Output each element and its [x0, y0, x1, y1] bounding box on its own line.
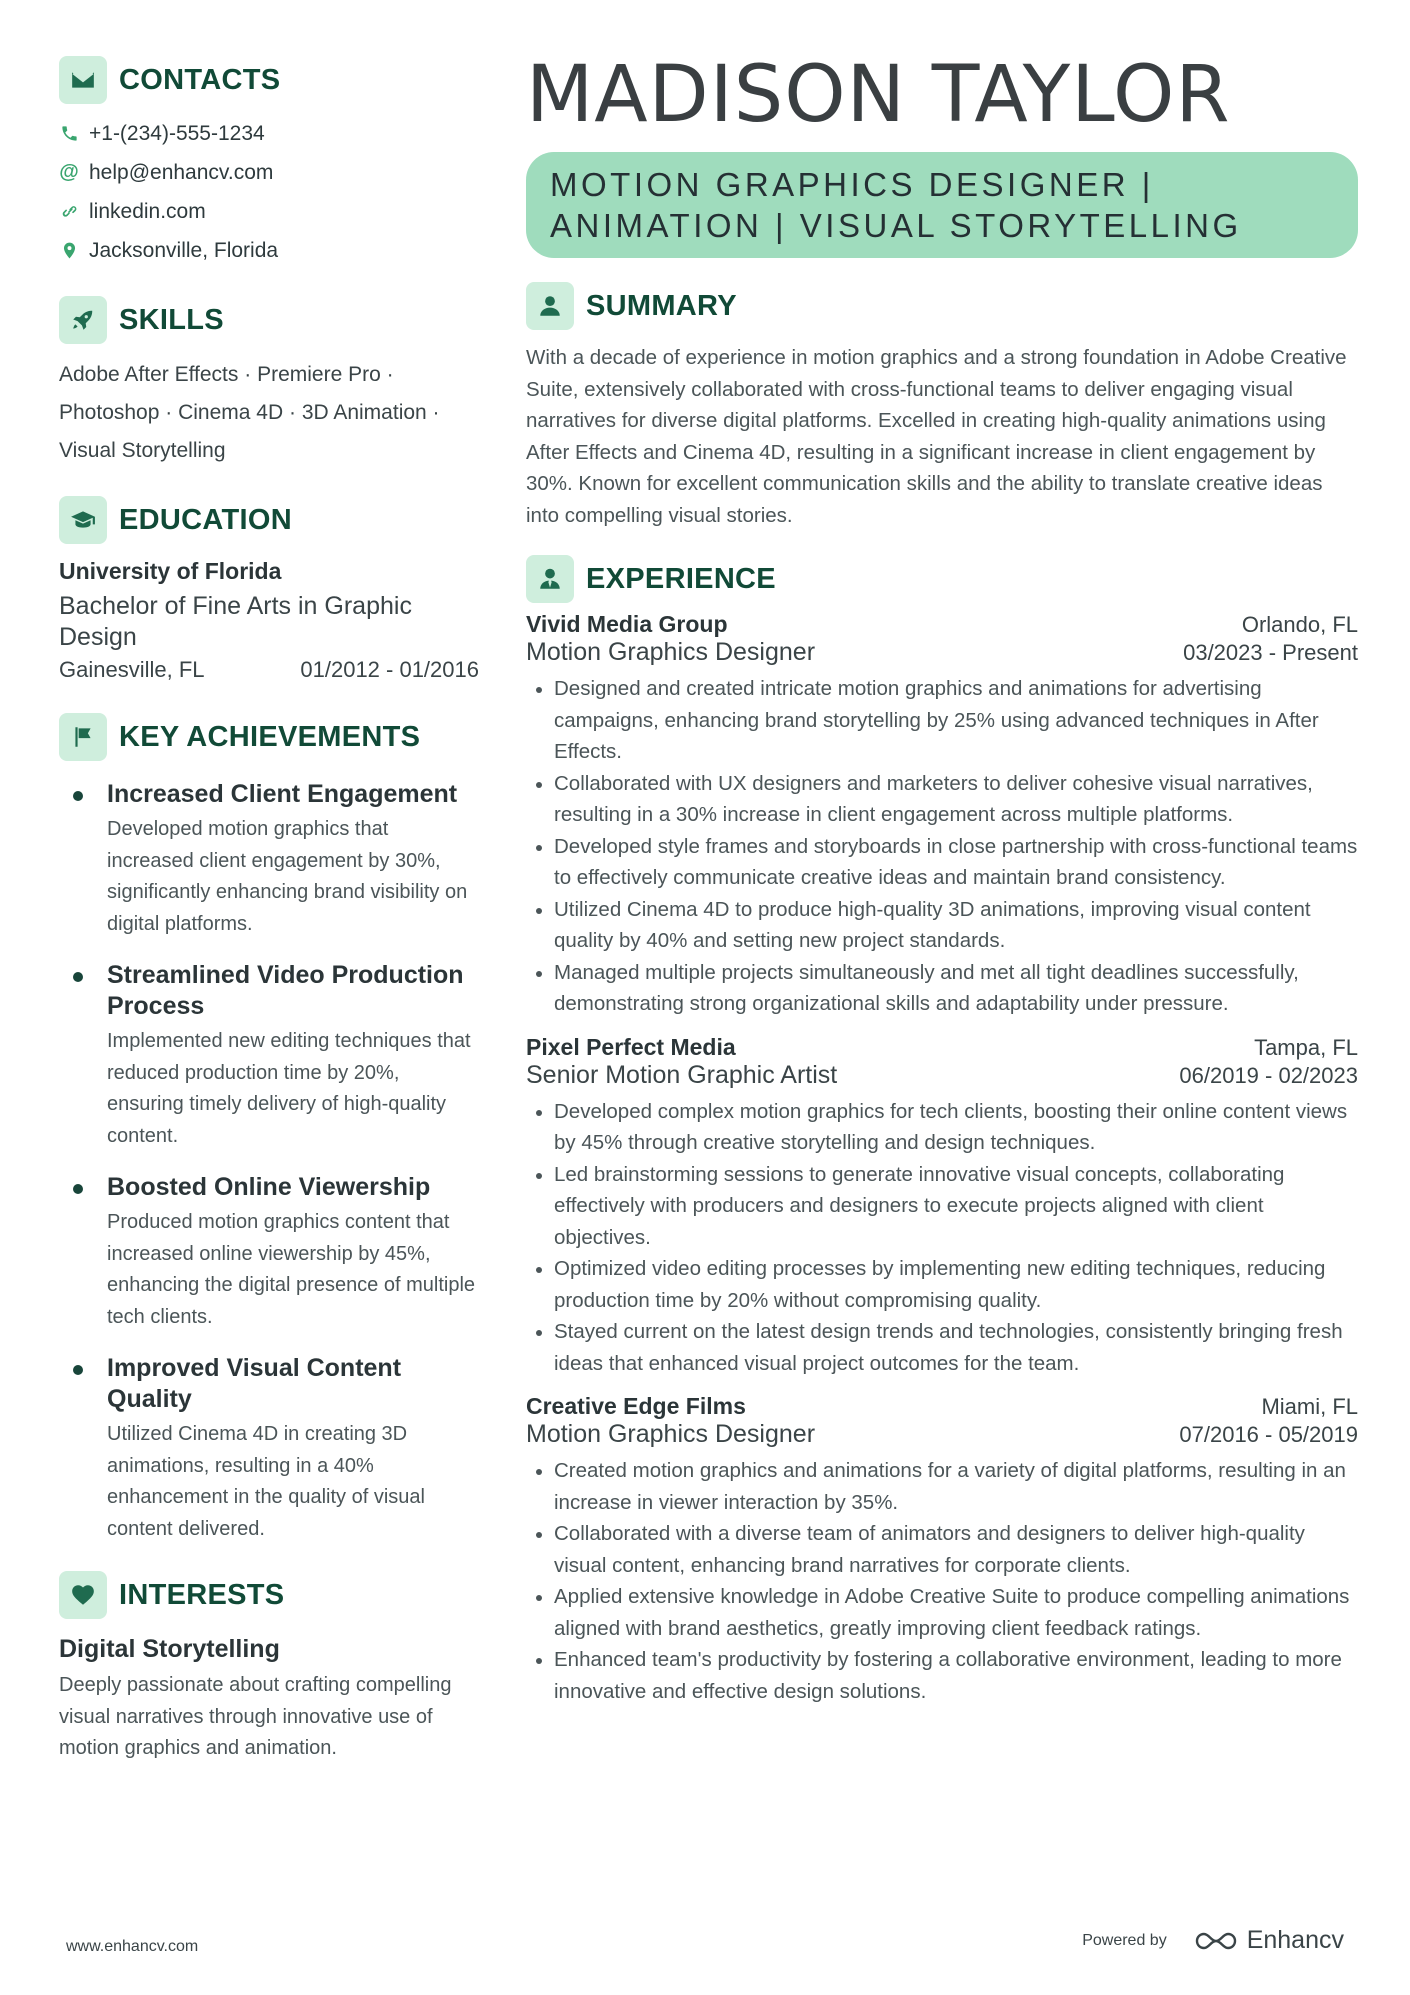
skills-header	[59, 296, 479, 344]
job-bullet: Collaborated with UX designers and marketers to deliver cohesive visual narratives, resulting in a 30% increase in client engagement across multiple platforms.	[526, 768, 1358, 831]
enhancv-logo[interactable]	[1193, 1926, 1344, 1955]
location-text: Jacksonville, Florida	[89, 238, 279, 262]
rocket-icon	[59, 296, 107, 344]
link-icon	[59, 202, 79, 221]
achievement-title: Boosted Online Viewership	[107, 1173, 431, 1201]
education-dates: 01/2012 - 01/2016	[300, 657, 479, 682]
headline-box	[526, 152, 1358, 258]
email-text: help@enhancv.com	[89, 160, 274, 184]
job-dates: 06/2019 - 02/2023	[1179, 1062, 1358, 1088]
envelope-icon	[59, 56, 107, 104]
skill-item: Photoshop	[59, 401, 160, 424]
achievement-text: Developed motion graphics that increased client engagement by 30%, significantly enhancing brand visibility on digital platforms.	[107, 818, 468, 935]
job-entry	[526, 1393, 1358, 1707]
achievement-title: Streamlined Video Production Process	[107, 961, 464, 1020]
skill-item: Premiere Pro	[257, 363, 381, 386]
summary-text: With a decade of experience in motion graphics and a strong foundation in Adobe Creative Suite, extensively collaborated with cross-functional teams to deliver engaging visual narratives for diverse digital platforms. Excelled in creating high-quality animations using After Effects and Cinema 4D, resulting in a significant increase in client engagement by 30%. Known for excellent communication skills and the ability to translate creative ideas into compelling visual stories.	[526, 346, 1347, 527]
footer-website[interactable]: www.enhancv.com	[66, 1938, 199, 1955]
contacts-header	[59, 56, 479, 104]
headline-line: MOTION GRAPHICS DESIGNER |	[550, 166, 1154, 203]
summary-title: SUMMARY	[586, 289, 737, 322]
job-entry	[526, 1034, 1358, 1380]
brand-name: Enhancv	[1246, 1926, 1344, 1954]
job-dates: 03/2023 - Present	[1183, 640, 1358, 665]
job-header-row	[526, 1393, 1358, 1420]
job-header-row	[526, 611, 1358, 638]
job-bullet: Developed complex motion graphics for tech clients, boosting their online content views by 45% through creative storytelling and design techniques.	[526, 1096, 1358, 1159]
job-bullet: Applied extensive knowledge in Adobe Creative Suite to produce compelling animations aligned with brand aesthetics, greatly improving client feedback ratings.	[526, 1581, 1358, 1644]
heart-icon	[59, 1571, 107, 1619]
experience-header	[526, 555, 1358, 603]
education-title: EDUCATION	[119, 503, 292, 536]
enhancv-logo-icon	[1193, 1929, 1239, 1953]
skills-title: SKILLS	[119, 303, 224, 336]
job-bullet: Stayed current on the latest design trends and technologies, consistently bringing fresh ideas that enhanced visual project outcomes for the team.	[526, 1316, 1358, 1379]
achievement-item	[59, 1172, 479, 1333]
experience-title: EXPERIENCE	[586, 562, 776, 595]
achievement-item	[59, 960, 479, 1152]
candidate-name: MADISON TAYLOR	[526, 50, 1231, 140]
phone-icon	[59, 124, 79, 143]
job-entry	[526, 611, 1358, 1020]
headline-line: ANIMATION | VISUAL STORYTELLING	[550, 207, 1242, 244]
skill-item: Cinema 4D	[178, 401, 284, 424]
job-role: Senior Motion Graphic Artist	[526, 1060, 838, 1089]
job-location: Orlando, FL	[1241, 612, 1358, 637]
right-column	[526, 50, 1358, 1707]
job-role: Motion Graphics Designer	[526, 638, 816, 666]
achievement-text: Utilized Cinema 4D in creating 3D animations, resulting in a 40% enhancement in the quality of visual content delivered.	[107, 1423, 425, 1540]
skill-item: Visual Storytelling	[59, 439, 226, 462]
skills-list: Adobe After Effects · Premiere Pro · Photoshop · Cinema 4D · 3D Animation · Visual Storytelling	[59, 363, 440, 462]
skill-item: 3D Animation	[301, 401, 427, 424]
skill-item: Adobe After Effects	[59, 363, 239, 386]
footer-brand	[1082, 1926, 1344, 1955]
achievement-text: Produced motion graphics content that increased online viewership by 45%, enhancing the digital presence of multiple tech clients.	[107, 1211, 476, 1328]
achievements-header	[59, 713, 479, 761]
achievement-title: Increased Client Engagement	[107, 780, 458, 808]
job-role-row	[526, 1061, 1358, 1090]
job-bullets	[526, 1455, 1358, 1707]
education-degree: Bachelor of Fine Arts in Graphic Design	[59, 592, 412, 651]
education-entry	[59, 558, 479, 683]
job-location: Tampa, FL	[1254, 1034, 1358, 1060]
education-meta	[59, 657, 479, 683]
job-bullet: Created motion graphics and animations for a variety of digital platforms, resulting in an increase in viewer interaction by 35%.	[526, 1455, 1358, 1518]
interests-title: INTERESTS	[119, 1578, 285, 1611]
job-company: Pixel Perfect Media	[526, 1033, 736, 1060]
education-header	[59, 496, 479, 544]
achievement-item	[59, 779, 479, 940]
location-pin-icon	[59, 241, 79, 260]
job-bullets	[526, 1096, 1358, 1380]
achievements-list	[59, 779, 479, 1545]
person-icon	[526, 282, 574, 330]
achievement-item	[59, 1353, 479, 1545]
job-bullet: Optimized video editing processes by implementing new editing techniques, reducing production time by 20% without compromising quality.	[526, 1253, 1358, 1316]
interest-entry	[59, 1635, 479, 1765]
job-bullet: Managed multiple projects simultaneously and met all tight deadlines successfully, demonstrating strong organizational skills and adaptability under pressure.	[526, 957, 1358, 1020]
contact-phone[interactable]	[59, 114, 479, 153]
at-icon: @	[59, 161, 79, 183]
job-bullet: Collaborated with a diverse team of animators and designers to deliver high-quality visual content, enhancing brand narratives for corporate clients.	[526, 1518, 1358, 1581]
contact-location	[59, 231, 479, 270]
person-tie-icon	[526, 555, 574, 603]
job-role: Motion Graphics Designer	[526, 1420, 816, 1448]
phone-text: +1-(234)-555-1234	[89, 121, 265, 145]
powered-by-text: Powered by	[1082, 1931, 1167, 1949]
education-location: Gainesville, FL	[59, 657, 205, 682]
achievement-title: Improved Visual Content Quality	[107, 1354, 402, 1413]
job-dates: 07/2016 - 05/2019	[1179, 1422, 1358, 1447]
left-column	[59, 56, 479, 1765]
graduation-cap-icon	[59, 496, 107, 544]
education-school: University of Florida	[59, 558, 282, 584]
interest-text: Deeply passionate about crafting compelling visual narratives through innovative use of motion graphics and animation.	[59, 1674, 452, 1759]
job-bullet: Utilized Cinema 4D to produce high-quality 3D animations, improving visual content quality by 40% and setting new project standards.	[526, 894, 1358, 957]
job-company: Creative Edge Films	[526, 1393, 746, 1419]
job-bullet: Enhanced team's productivity by fostering a collaborative environment, leading to more innovative and effective design solutions.	[526, 1644, 1358, 1707]
job-role-row	[526, 1420, 1358, 1449]
flag-icon	[59, 713, 107, 761]
interests-header	[59, 1571, 479, 1619]
job-role-row	[526, 638, 1358, 667]
achievements-title: KEY ACHIEVEMENTS	[119, 720, 421, 753]
job-bullet: Designed and created intricate motion graphics and animations for advertising campaigns, enhancing brand storytelling by 25% using advanced techniques in After Effects.	[526, 673, 1358, 768]
job-bullet: Led brainstorming sessions to generate innovative visual concepts, collaborating effectively with producers and designers to execute projects aligned with client objectives.	[526, 1159, 1358, 1254]
achievement-text: Implemented new editing techniques that reduced production time by 20%, ensuring timely delivery of high-quality content.	[107, 1030, 471, 1147]
job-company: Vivid Media Group	[526, 611, 728, 637]
contact-email[interactable]	[59, 153, 479, 192]
job-bullets	[526, 673, 1358, 1020]
job-header-row	[526, 1034, 1358, 1061]
summary-header	[526, 282, 1358, 330]
contacts-list	[59, 114, 479, 270]
contact-linkedin[interactable]	[59, 192, 479, 231]
job-bullet: Developed style frames and storyboards in close partnership with cross-functional teams to effectively communicate creative ideas and maintain brand consistency.	[526, 831, 1358, 894]
linkedin-text: linkedin.com	[89, 199, 206, 223]
interest-title: Digital Storytelling	[59, 1635, 280, 1663]
job-location: Miami, FL	[1261, 1394, 1358, 1419]
contacts-title: CONTACTS	[119, 63, 281, 96]
